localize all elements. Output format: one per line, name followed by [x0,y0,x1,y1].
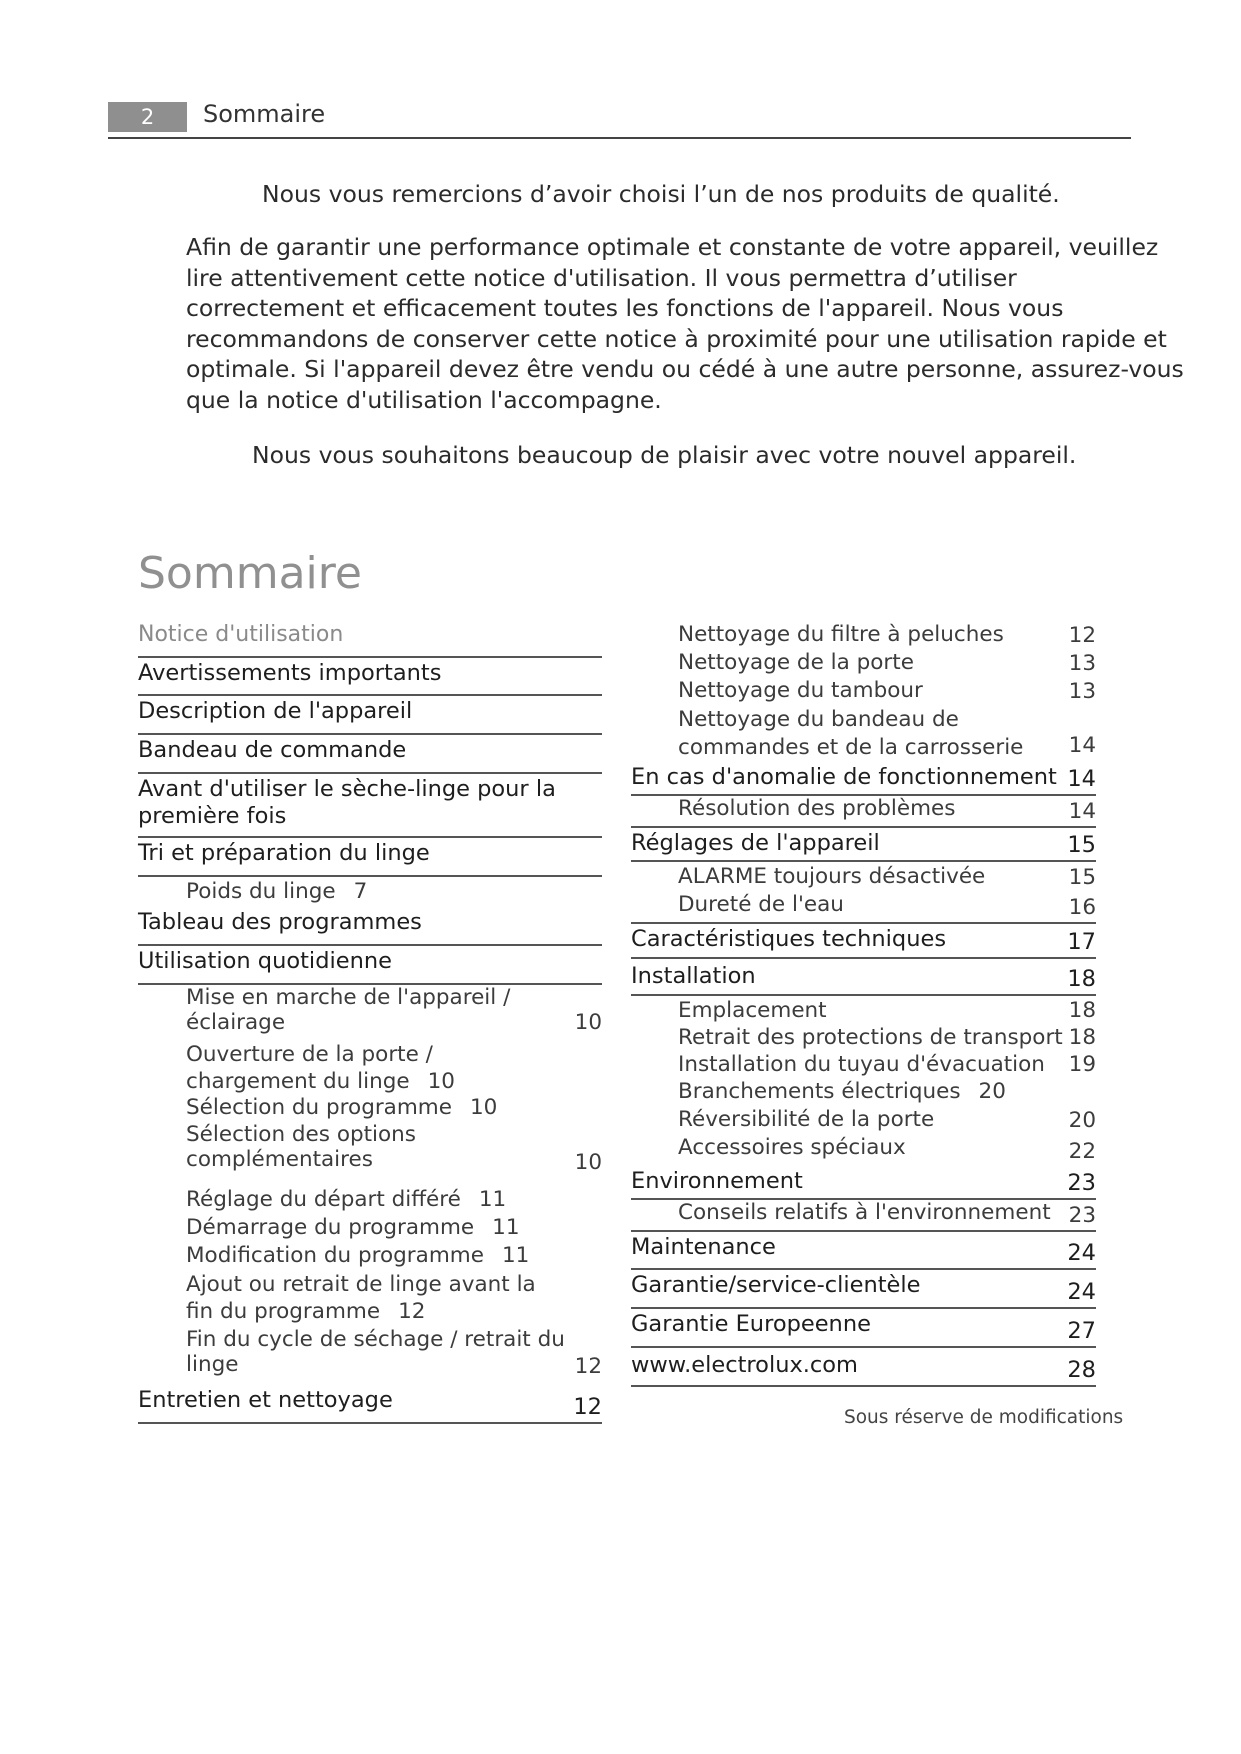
intro-paragraph [186,232,1184,416]
toc-entry-page: 7 [353,879,368,904]
intro-wish: Nous vous souhaitons beaucoup de plaisir avec votre nouvel appareil. [252,441,1077,469]
toc-entry-title: Description de l'appareil [138,698,413,724]
toc-entry-title: Garantie Europeenne [631,1311,871,1337]
toc-entry-page: 19 [1068,1052,1096,1077]
toc-subentry-porte[interactable] [631,650,1096,678]
toc-entry-page: 15 [1067,832,1096,858]
toc-subentry-demarrage[interactable] [138,1215,602,1243]
intro-paragraph-line: lire attentivement cette notice d'utilisation. Il vous permettra d’utiliser [186,263,1017,292]
toc-subentry-reversibilite[interactable] [631,1107,1096,1135]
toc-entry-title: Modification du programme [186,1243,484,1268]
toc-entry-page: 22 [1068,1139,1096,1164]
toc-entry-page: 10 [574,1010,602,1035]
toc-entry-page: 14 [1068,733,1096,758]
toc-entry-description[interactable] [138,696,602,735]
toc-subentry-ouverture-porte[interactable] [138,1037,566,1095]
toc-entry-title: Nettoyage du filtre à peluches [678,622,1004,647]
toc-entry-page: 11 [478,1187,507,1212]
toc-entry-page: 28 [1067,1357,1096,1383]
toc-entry-page: 23 [1068,1203,1096,1228]
toc-entry-installation[interactable] [631,959,1096,996]
toc-entry-title: Utilisation quotidienne [138,948,392,974]
toc-subentry-modification[interactable] [138,1243,602,1271]
toc-entry-page: 13 [1068,679,1096,704]
toc-subentry-emplacement[interactable] [631,996,1096,1025]
toc-entry-page: 23 [1067,1170,1096,1196]
toc-subentry-branchements[interactable] [631,1079,1096,1107]
toc-entry-title: Sélection du programme [186,1095,452,1120]
toc-entry-title: Garantie/service-clientèle [631,1272,921,1298]
toc-entry-page: 24 [1067,1240,1096,1266]
toc-entry-page: 27 [1067,1318,1096,1344]
toc-entry-title: Branchements électriques [678,1079,961,1104]
toc-subentry-depart-differe[interactable] [138,1177,602,1215]
toc-entry-title: Environnement [631,1168,803,1194]
toc-entry-page: 14 [1068,799,1096,824]
toc-entry-utilisation-quotidienne[interactable] [138,946,602,985]
toc-subentry-ajout-retrait[interactable] [138,1271,566,1327]
toc-entry-title: Dureté de l'eau [678,892,844,917]
toc-entry-environnement[interactable] [631,1166,1096,1200]
toc-entry-avertissements[interactable] [138,658,602,696]
toc-entry-title: En cas d'anomalie de fonctionnement [631,764,1057,790]
page-number: 2 [140,105,155,129]
toc-subentry-filtre[interactable] [631,622,1096,650]
toc-subentry-durete[interactable] [631,892,1096,922]
toc-entry-reglages[interactable] [631,826,1096,862]
toc-entry-title: Fin du cycle de séchage / retrait du linge [186,1327,565,1377]
toc-entry-page: 13 [1068,651,1096,676]
toc-entry-title: Accessoires spéciaux [678,1135,906,1160]
toc-entry-page: 12 [573,1394,602,1420]
intro-paragraph-line: optimale. Si l'appareil devez être vendu ou cédé à une autre personne, assurez-vous [186,355,1184,384]
toc-entry-anomalie[interactable] [631,762,1096,796]
toc-entry-title: Ouverture de la porte / chargement du linge [186,1042,433,1094]
toc-entry-page: 12 [574,1354,602,1379]
toc-entry-page: 12 [398,1299,426,1324]
toc-entry-title: Nettoyage de la porte [678,650,914,675]
toc-entry-title: Réglages de l'appareil [631,830,880,856]
toc-entry-title: Avant d'utiliser le sèche-linge pour la première fois [138,776,556,829]
intro-paragraph-line: Afin de garantir une performance optimale et constante de votre appareil, veuillez [186,233,1159,261]
toc-entry-title: Entretien et nettoyage [138,1387,393,1413]
toc-entry-page: 18 [1068,998,1096,1023]
toc-subentry-conseils[interactable] [631,1200,1096,1230]
toc-entry-page: 12 [1068,623,1096,648]
toc-entry-title: Réversibilité de la porte [678,1107,935,1132]
toc-entry-title: Emplacement [678,998,827,1023]
toc-entry-garantie-service[interactable] [631,1270,1096,1309]
intro-paragraph-line: recommandons de conserver cette notice à proximité pour une utilisation rapide et [186,324,1167,353]
toc-entry-title: Nettoyage du tambour [678,678,923,703]
toc-entry-title: Mise en marche de l'appareil / éclairage [186,985,511,1035]
toc-entry-website[interactable] [631,1348,1096,1387]
toc-entry-page: 10 [427,1069,455,1094]
toc-entry-title: Sélection des options complémentaires [186,1122,417,1172]
toc-entry-page: 11 [492,1215,520,1240]
toc-entry-title: Tri et préparation du linge [138,840,430,866]
toc-entry-title: Conseils relatifs à l'environnement [678,1200,1051,1225]
toc-entry-title: Caractéristiques techniques [631,926,947,952]
toc-entry-tri-preparation[interactable] [138,838,602,877]
toc-section-label: Notice d'utilisation [138,622,602,658]
toc-entry-page: 15 [1068,865,1096,890]
toc-entry-page: 20 [978,1079,1006,1104]
toc-subentry-accessoires[interactable] [631,1135,1096,1166]
toc-entry-title: www.electrolux.com [631,1352,858,1378]
footer-note: Sous réserve de modifications [844,1407,1124,1428]
toc-entry-title: Bandeau de commande [138,737,407,763]
toc-entry-title: Poids du linge [186,879,336,904]
toc-entry-bandeau[interactable] [138,735,602,774]
toc-subentry-selection-options[interactable] [138,1122,602,1177]
toc-entry-title: Maintenance [631,1234,776,1260]
toc-entry-title: Retrait des protections de transport [678,1025,1063,1050]
toc-entry-title: Installation du tuyau d'évacuation [678,1052,1045,1077]
toc-entry-page: 10 [574,1150,602,1175]
toc-subentry-tuyau-evacuation[interactable] [631,1052,1096,1079]
toc-entry-title: Avertissements importants [138,660,442,686]
toc-entry-page: 10 [469,1095,498,1120]
intro-paragraph-line: que la notice d'utilisation l'accompagne. [186,385,662,414]
toc-entry-page: 14 [1067,766,1096,792]
toc-entry-maintenance[interactable] [631,1230,1096,1270]
toc-entry-title: Résolution des problèmes [678,796,956,821]
intro-thanks: Nous vous remercions d’avoir choisi l’un de nos produits de qualité. [262,180,1060,208]
toc-subentry-alarme[interactable] [631,862,1096,892]
toc-entry-page: 18 [1067,966,1096,992]
intro-paragraph-line: correctement et efficacement toutes les fonctions de l'appareil. Nous vous [186,294,1064,323]
toc-entry-entretien[interactable] [138,1381,602,1424]
toc-entry-title: Démarrage du programme [186,1215,475,1240]
toc-entry-tableau-programmes[interactable] [138,909,602,946]
toc-subentry-selection-programme[interactable] [138,1095,602,1122]
toc-entry-avant-utiliser[interactable] [138,774,602,838]
toc-subentry-tambour[interactable] [631,678,1096,706]
toc-subentry-fin-cycle[interactable] [138,1327,602,1381]
toc-entry-caracteristiques[interactable] [631,922,1096,959]
toc-entry-page: 20 [1068,1108,1096,1133]
toc-subentry-bandeau-carrosserie[interactable] [631,706,1096,762]
toc-entry-title: Réglage du départ différé [186,1187,461,1212]
toc-entry-title: Tableau des programmes [138,909,422,935]
toc-left-column [138,622,602,1424]
toc-entry-title: ALARME toujours désactivée [678,864,986,889]
toc-entry-title: Nettoyage du bandeau de commandes et de la carrosserie [678,707,1024,760]
toc-title: Sommaire [138,548,362,599]
toc-entry-page: 16 [1068,895,1096,920]
toc-subentry-retrait-protections[interactable] [631,1025,1096,1052]
toc-right-column [631,622,1096,1387]
toc-entry-title: Installation [631,963,756,989]
toc-subentry-resolution[interactable] [631,796,1096,826]
toc-entry-page: 24 [1067,1279,1096,1305]
toc-subentry-poids[interactable] [138,877,602,909]
toc-entry-page: 17 [1067,929,1096,955]
header-title: Sommaire [203,100,326,128]
toc-entry-title: Ajout ou retrait de linge avant la fin du programme [186,1272,536,1324]
toc-entry-garantie-europeenne[interactable] [631,1309,1096,1348]
header-divider [108,137,1131,139]
toc-entry-page: 11 [501,1243,530,1268]
toc-entry-page: 18 [1068,1025,1096,1050]
toc-subentry-mise-en-marche[interactable] [138,985,602,1037]
